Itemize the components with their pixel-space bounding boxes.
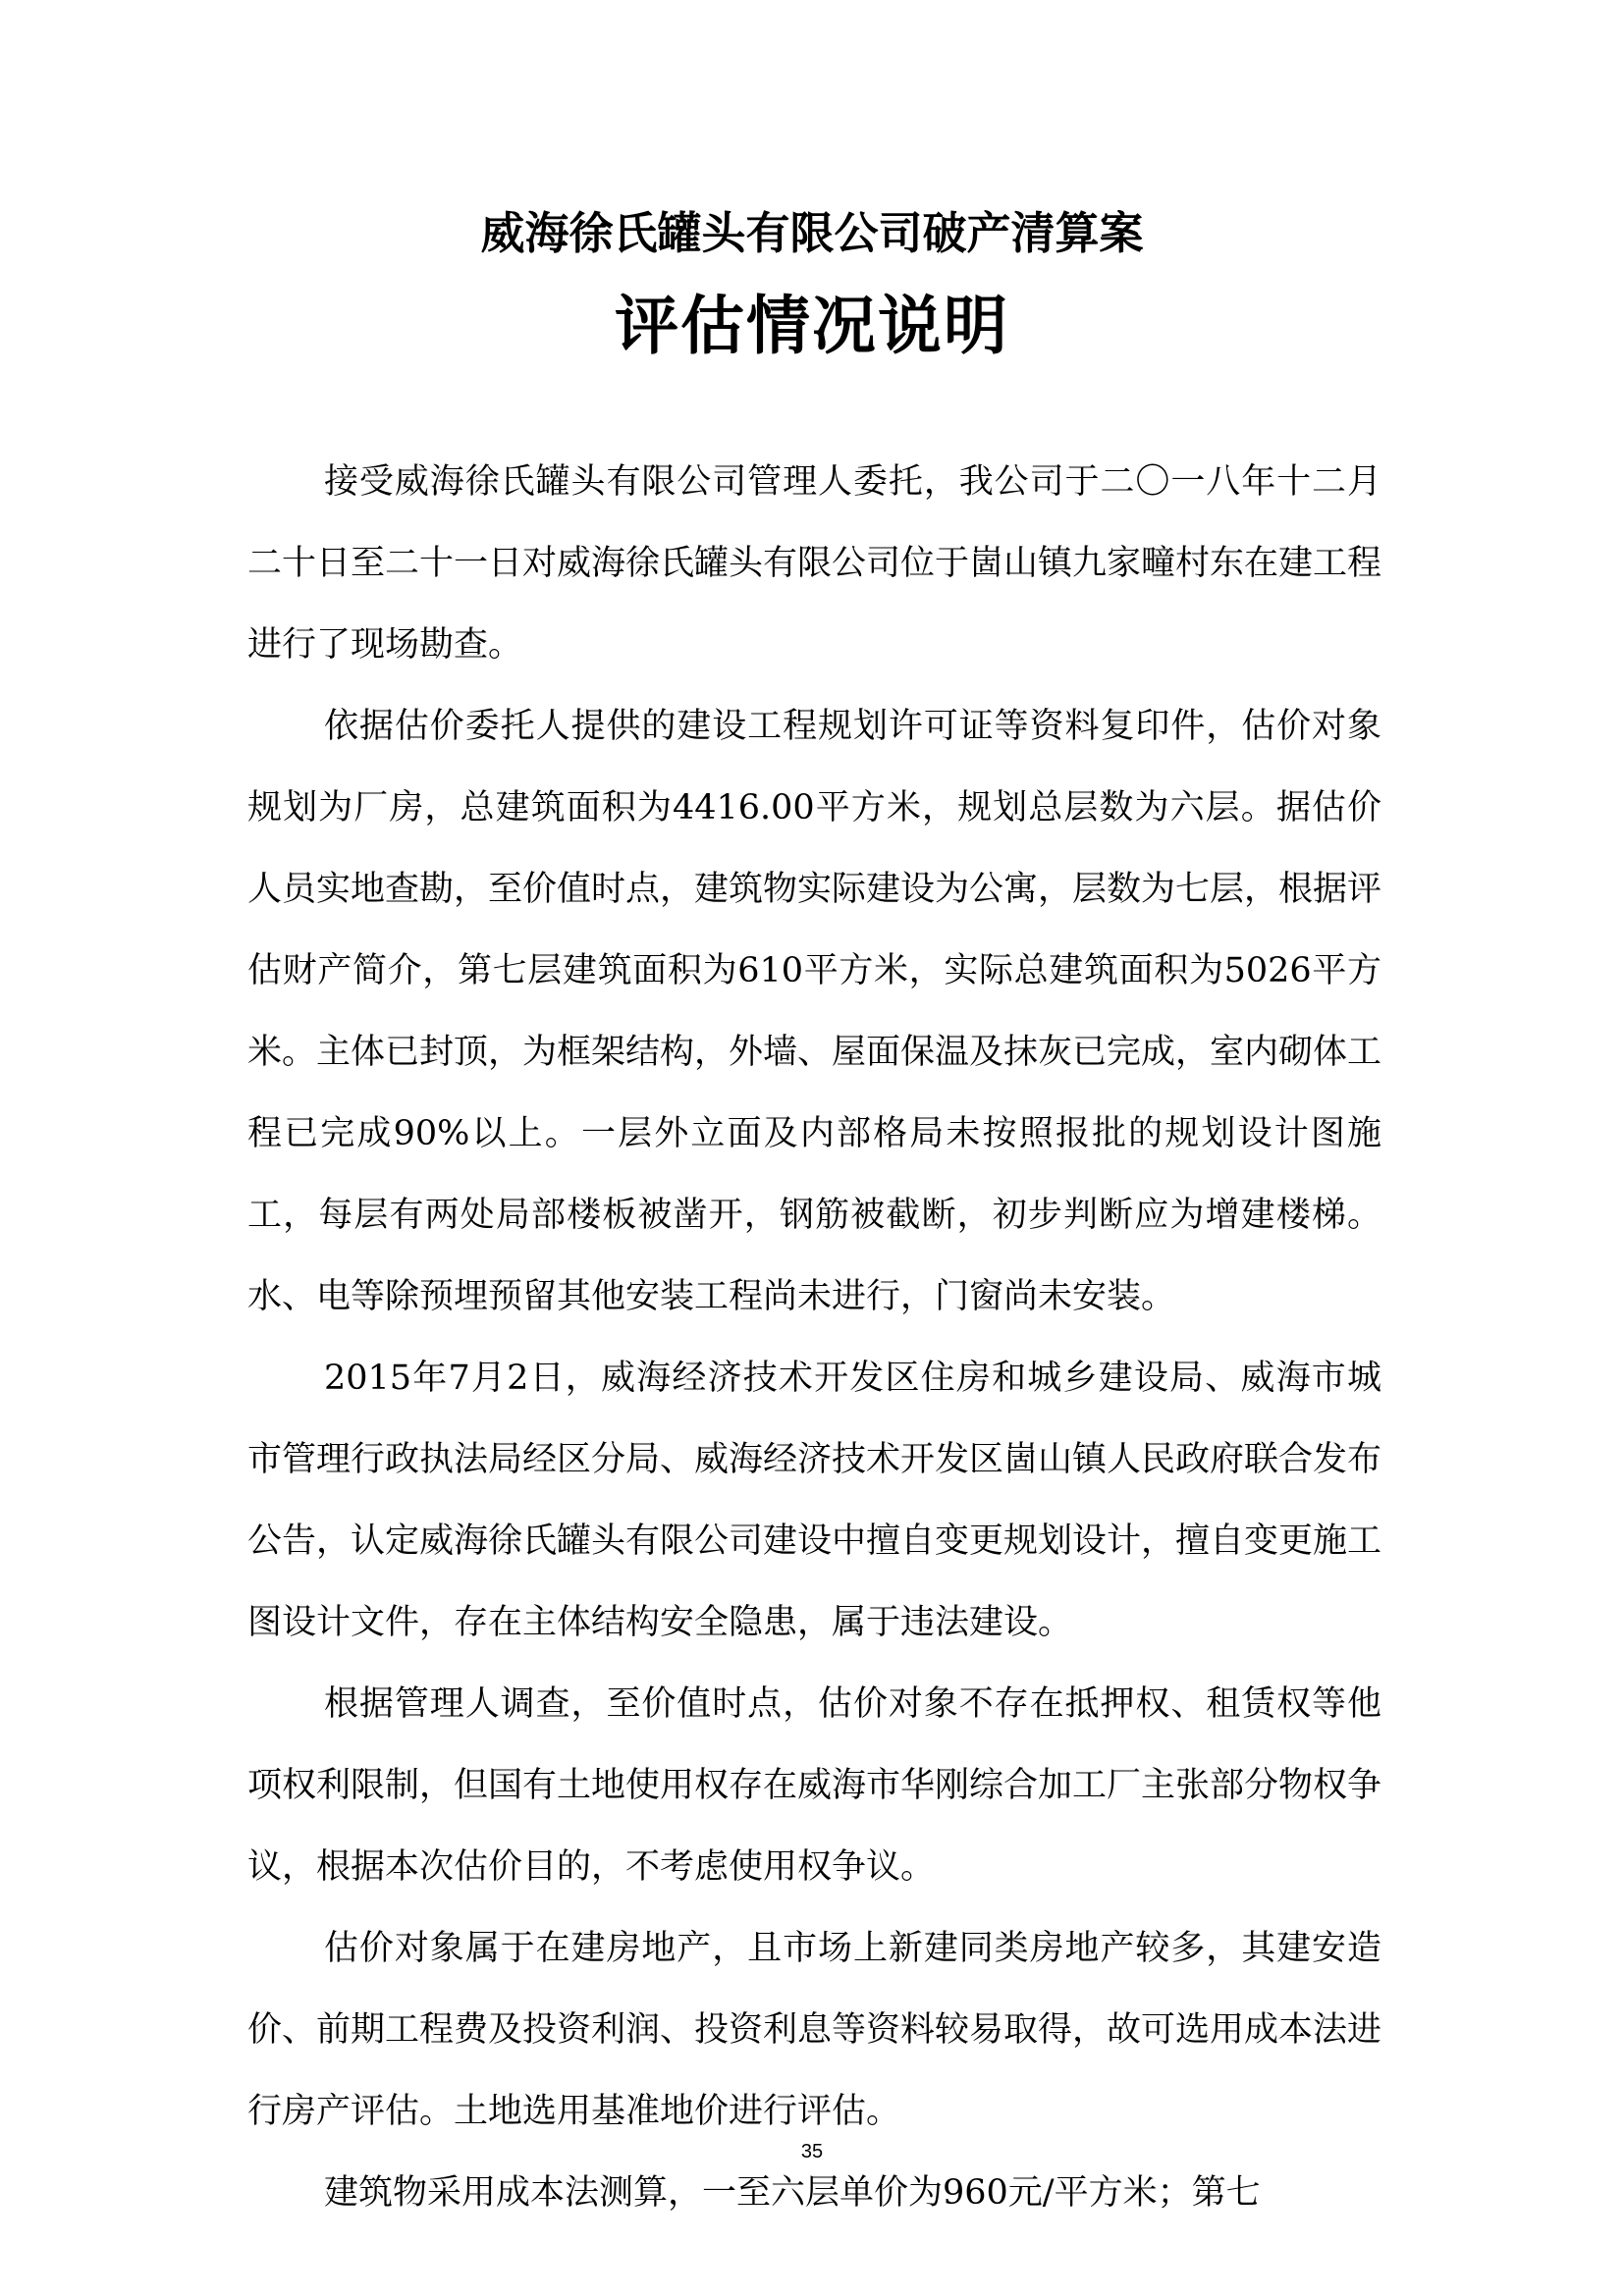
paragraph-unit-price: 建筑物采用成本法测算，一至六层单价为960元/平方米；第七: [324, 2173, 1261, 2213]
document-title: 威海徐氏罐头有限公司破产清算案: [480, 207, 1144, 259]
document-body: [247, 442, 1381, 2234]
paragraph-commission: 接受威海徐氏罐头有限公司管理人委托，我公司于二〇一八年十二月二十日至二十一日对威海徐氏罐头有限公司位于崮山镇九家疃村东在建工程进行了现场勘查。: [247, 462, 1382, 665]
document-subtitle: 评估情况说明: [614, 289, 1009, 363]
page-number: 35: [800, 2141, 824, 2163]
paragraph-building-status: 依据估价委托人提供的建设工程规划许可证等资料复印件，估价对象规划为厂房，总建筑面积为4416.00平方米，规划总层数为六层。据估价人员实地查勘，至价值时点，建筑物实际建设为公寓，层数为七层，根据评估财产简介，第七层建筑面积为610平方米，实际总建筑面积为5026平方米。主体已封顶，为框架结构，外墙、屋面保温及抹灰已完成，室内砌体工程已完成90%以上。一层外立面及内部格局未按照报批的规划设计图施工，每层有两处局部楼板被凿开，钢筋被截断，初步判断应为增建楼梯。水、电等除预埋预留其他安装工程尚未进行，门窗尚未安装。: [247, 707, 1382, 1316]
paragraph-illegal-construction: 2015年7月2日，威海经济技术开发区住房和城乡建设局、威海市城市管理行政执法局经区分局、威海经济技术开发区崮山镇人民政府联合发布公告，认定威海徐氏罐头有限公司建设中擅自变更规划设计，擅自变更施工图设计文件，存在主体结构安全隐患，属于违法建设。: [247, 1359, 1382, 1642]
paragraph-rights-restrictions: 根据管理人调查，至价值时点，估价对象不存在抵押权、租赁权等他项权利限制，但国有土地使用权存在威海市华刚综合加工厂主张部分物权争议，根据本次估价目的，不考虑使用权争议。: [247, 1684, 1382, 1887]
paragraph-valuation-method: 估价对象属于在建房地产，且市场上新建同类房地产较多，其建安造价、前期工程费及投资利润、投资利息等资料较易取得，故可选用成本法进行房产评估。土地选用基准地价进行评估。: [247, 1929, 1382, 2131]
